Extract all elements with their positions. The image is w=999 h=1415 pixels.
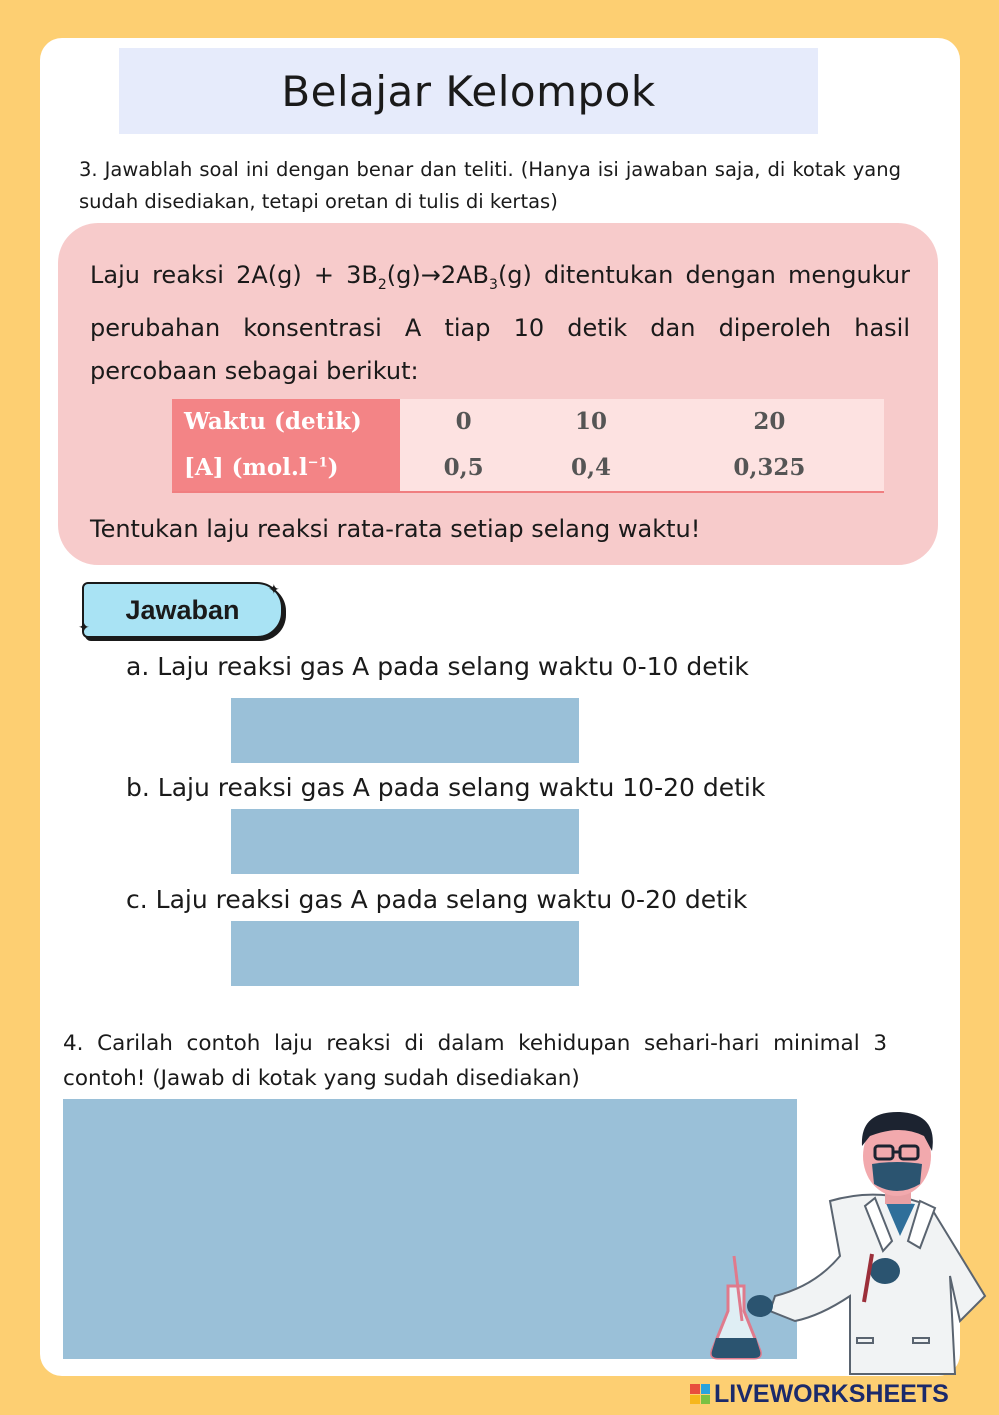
data-table — [172, 399, 884, 493]
answer-c-input[interactable] — [231, 921, 579, 986]
table-cell: 0 — [400, 399, 527, 445]
scientist-illustration-icon — [700, 1106, 999, 1376]
sparkle-icon: ✦ — [78, 620, 90, 636]
liveworksheets-logo — [690, 1378, 949, 1410]
question-b-label: b. Laju reaksi gas A pada selang waktu 10-20 detik — [126, 773, 766, 802]
liveworksheets-mark-icon — [690, 1384, 710, 1404]
jawaban-tag — [82, 582, 283, 638]
logo-text: LIVEWORKSHEETS — [714, 1379, 949, 1408]
answer-4-input[interactable] — [63, 1099, 797, 1359]
problem-panel — [58, 223, 938, 565]
table-cell: 0,4 — [527, 445, 654, 492]
sparkle-icon: ✦ — [268, 582, 280, 598]
problem-question: Tentukan laju reaksi rata-rata setiap selang waktu! — [90, 515, 701, 543]
answer-a-input[interactable] — [231, 698, 579, 763]
jawaban-label: Jawaban — [125, 594, 240, 625]
question-a-label: a. Laju reaksi gas A pada selang waktu 0-10 detik — [126, 652, 749, 681]
question-c-label: c. Laju reaksi gas A pada selang waktu 0-20 detik — [126, 885, 748, 914]
table-cell: 10 — [527, 399, 654, 445]
answer-b-input[interactable] — [231, 809, 579, 874]
page-title: Belajar Kelompok — [281, 66, 656, 116]
table-row — [172, 445, 884, 492]
table-row — [172, 399, 884, 445]
table-row-header: Waktu (detik) — [172, 399, 400, 445]
table-row-header: [A] $(mol.l^{-1})$ — [172, 445, 400, 492]
question-3-instruction: 3. Jawablah soal ini dengan benar dan teliti. (Hanya isi jawaban saja, di kotak yang sudah disediakan, tetapi oretan di tulis di kertas) — [79, 158, 901, 213]
table-cell: 0,5 — [400, 445, 527, 492]
problem-text: Laju reaksi $2A(g) + 3B_2(g)\to 2AB_3(g)$ ditentukan dengan mengukur perubahan konsentrasi A tiap 10 detik dan diperoleh hasil percobaan sebagai berikut: — [90, 261, 910, 385]
table-cell: 0,325 — [655, 445, 884, 492]
title-banner — [119, 48, 818, 134]
question-4-text: 4. Carilah contoh laju reaksi di dalam kehidupan sehari-hari minimal 3 contoh! (Jawab di kotak yang sudah disediakan) — [63, 1031, 887, 1091]
table-cell: 20 — [655, 399, 884, 445]
